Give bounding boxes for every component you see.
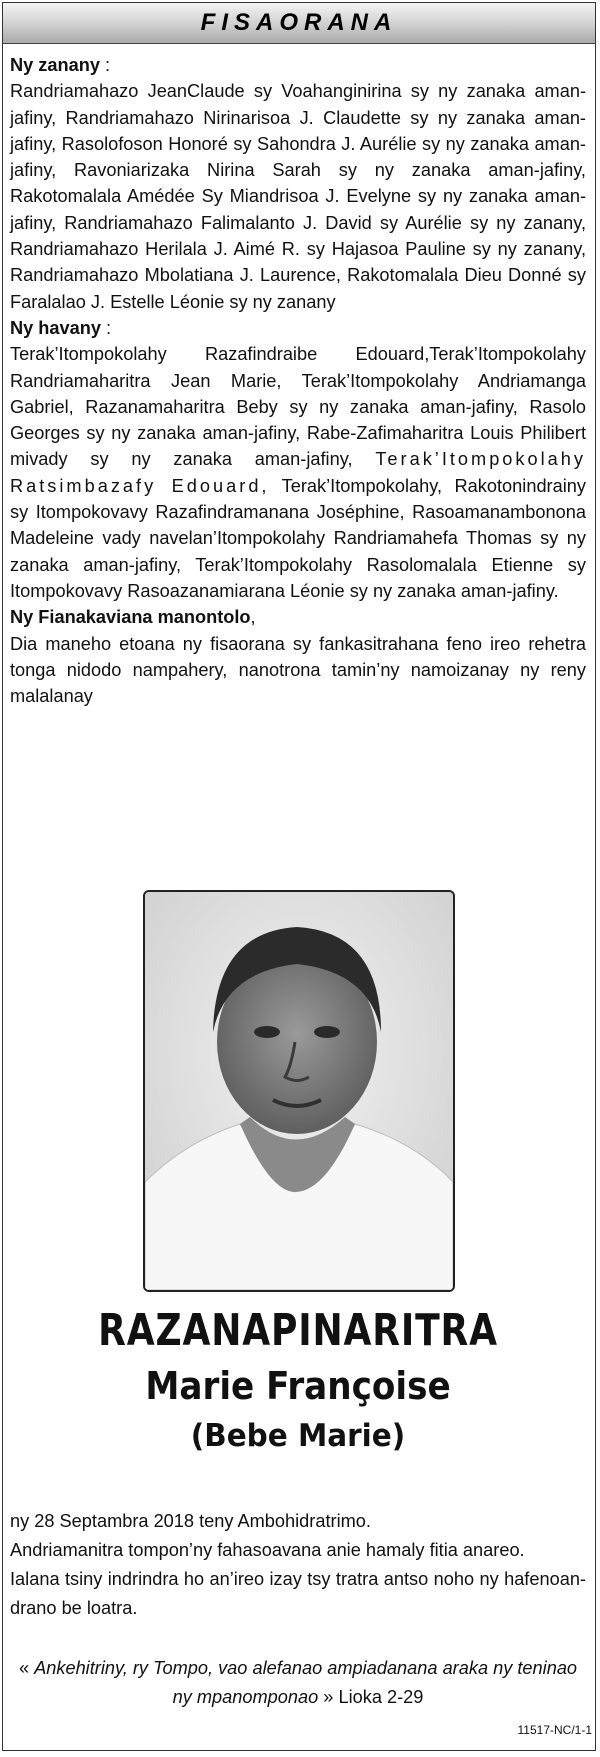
- family-text: Dia maneho etoana ny fisaorana sy fankasitrahana feno ireo rehetra tonga nidodo nampahery, nanotrona tamin’ny namoizanay ny reny malalanay: [10, 633, 586, 707]
- relatives-text-a: Terak’Itompokolahy Razafindraibe Edouard,Terak’Itompokolahy Randriamaharitra Jean Marie, Terak’Itompokolahy Andriamanga Gabriel, Razanamaharitra Beby sy ny zanaka aman-jafiny, Rasolo Georges sy ny zanaka aman-jafiny, Rabe-Zafimaharitra Louis Philibert mivady sy ny zanaka aman-jafiny,: [10, 344, 586, 470]
- header-title: FISAORANA: [200, 9, 398, 36]
- relatives-label-line: [10, 315, 586, 341]
- family-label: Ny Fianakaviana manontolo: [10, 607, 251, 628]
- quote-open: «: [18, 1658, 35, 1678]
- family-label-suffix: ,: [250, 607, 256, 628]
- closing-text: [10, 1507, 586, 1623]
- header-banner: [3, 3, 595, 44]
- relatives-label-suffix: :: [100, 317, 112, 338]
- relatives-label: Ny havany: [10, 317, 101, 338]
- portrait-illustration: [145, 892, 453, 1290]
- closing-line-1: Andriamanitra tompon’ny fahasoavana anie hamaly fitia anareo.: [10, 1540, 525, 1560]
- reference-code: 11517-NC/1-1: [517, 1723, 592, 1737]
- quote-reference: Lioka 2-29: [338, 1687, 424, 1707]
- relatives-text-b: Terak’Itompokolahy Ratsimbazafy Edouard,: [10, 449, 587, 496]
- deceased-name-block: [10, 1298, 586, 1460]
- family-label-line: [10, 604, 586, 630]
- portrait-photo: [143, 890, 455, 1292]
- children-label-suffix: :: [99, 55, 111, 75]
- death-date-place: ny 28 Septambra 2018 teny Ambohidratrimo.: [10, 1511, 371, 1531]
- children-label-line: [10, 52, 586, 78]
- children-label: Ny zanany: [10, 55, 100, 75]
- left-eye: [254, 1026, 280, 1038]
- deceased-given-names: Marie Françoise: [145, 1364, 451, 1408]
- scripture-quote: [10, 1654, 586, 1712]
- relatives-text-c: Terak’Itompokolahy, Rakotonindrainy sy Itompokovavy Razafindramanana Joséphine, Rasoamanambonona Madeleine vady navelan’Itompokolahy Randriamahefa Thomas sy ny zanaka aman-jafiny, Terak’Itompokolahy Rasolomalala Etienne sy Itompokovavy Rasoazanamiarana Léonie sy ny zanaka aman-jafiny.: [10, 475, 586, 601]
- closing-line-2: Ialana tsiny indrindra ho an’ireo izay tsy tratra antso noho ny hafenoan-drano be loatra.: [10, 1569, 586, 1618]
- notice-body: [10, 52, 586, 709]
- deceased-surname: RAZANAPINARITRA: [98, 1305, 498, 1356]
- right-eye: [314, 1026, 340, 1038]
- relatives-text: [10, 341, 586, 604]
- quote-close: »: [318, 1687, 339, 1707]
- deceased-nickname: (Bebe Marie): [190, 1418, 406, 1454]
- quote-text: Ankehitriny, ry Tompo, vao alefanao ampiadanana araka ny teninao ny mpanomponao: [34, 1658, 578, 1707]
- children-text: Randriamahazo JeanClaude sy Voahanginirina sy ny zanaka aman-jafiny, Randriamahazo Nirinarisoa J. Claudette sy ny zanaka aman-jafiny, Rasolofoson Honoré sy Sahondra J. Aurélie sy ny zanaka aman-jafiny, Ravoniarizaka Nirina Sarah sy ny zanaka aman-jafiny, Rakotomalala Amédée Sy Miandrisoa J. Evelyne sy ny zanaka aman-jafiny, Randriamahazo Falimalanto J. David sy Aurélie sy ny zanany, Randriamahazo Herilala J. Aimé R. sy Hajasoa Pauline sy ny zanany, Randriamahazo Mbolatiana J. Laurence, Rakotomalala Dieu Donné sy Faralalao J. Estelle Léonie sy ny zanany: [10, 81, 586, 312]
